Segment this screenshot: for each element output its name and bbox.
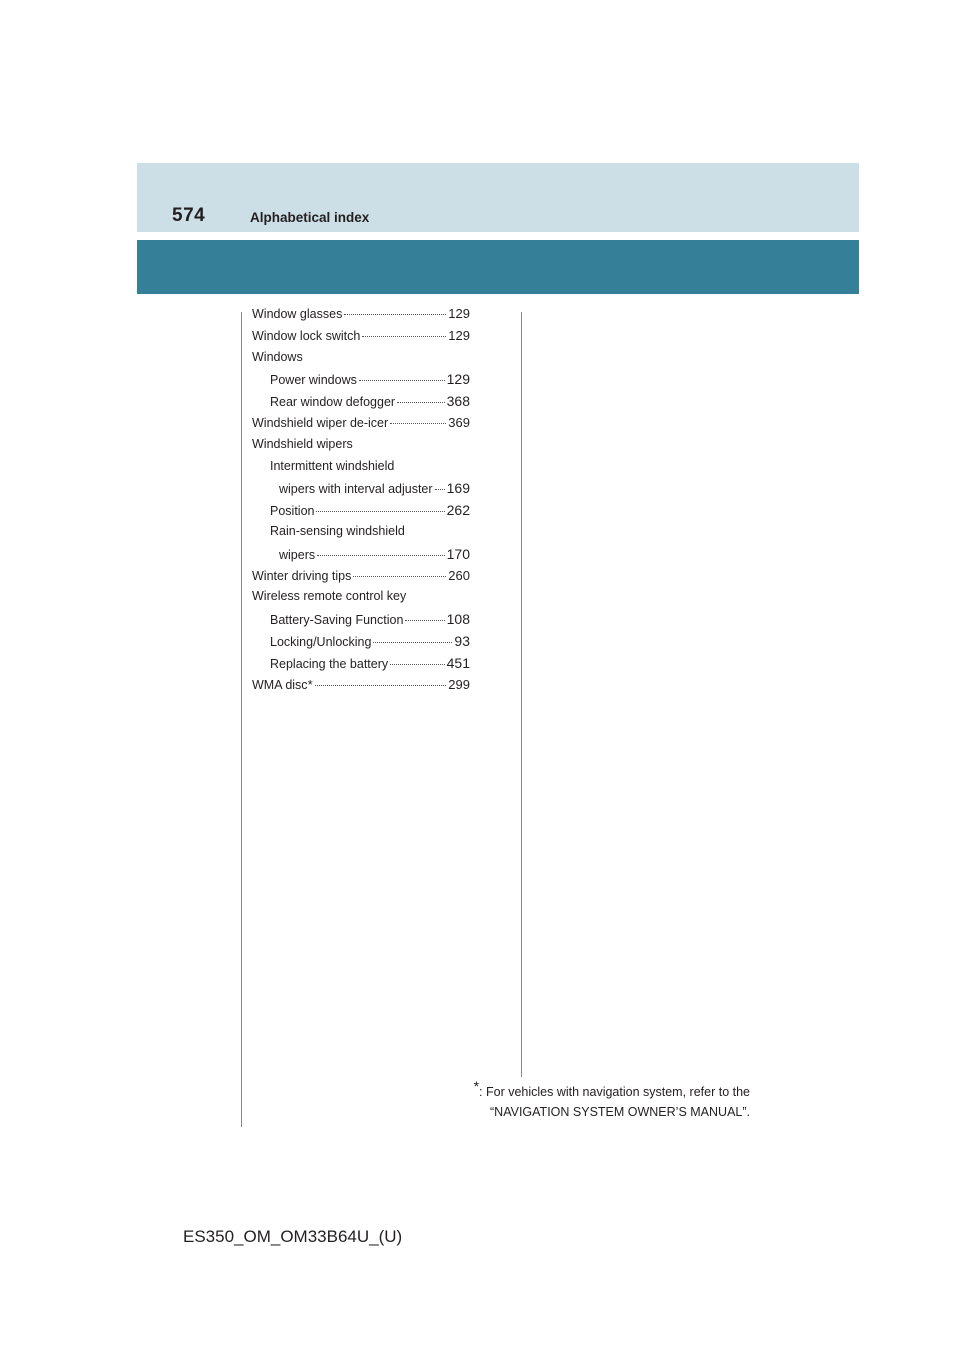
index-entry-page: 262 <box>446 502 470 519</box>
document-code: ES350_OM_OM33B64U_(U) <box>183 1227 403 1246</box>
index-entry-page: 93 <box>454 632 470 649</box>
section-title: Alphabetical index <box>250 210 370 225</box>
footnote-line-2: “NAVIGATION SYSTEM OWNER’S MANUAL”. <box>490 1105 750 1119</box>
index-entry-label: Rain-sensing windshield <box>270 523 405 538</box>
page-number: 574 <box>172 205 206 226</box>
index-entry <box>252 415 470 437</box>
index-entry <box>252 589 470 611</box>
header-band <box>137 163 859 232</box>
dot-leader <box>344 314 446 315</box>
index-entry-page: 299 <box>448 676 470 692</box>
index-entry-page: 369 <box>448 414 470 430</box>
index-entry-label: Replacing the battery <box>270 656 389 671</box>
dot-leader <box>373 642 452 643</box>
section-bar <box>137 240 859 294</box>
dot-leader <box>390 664 445 665</box>
index-list <box>252 306 470 698</box>
index-entry <box>252 393 470 415</box>
index-entry-label: Locking/Unlocking <box>270 634 372 649</box>
dot-leader <box>317 555 445 556</box>
index-entry-page: 170 <box>446 545 470 562</box>
index-entry-label: Position <box>270 504 315 519</box>
index-entry <box>252 633 470 655</box>
footnote-star: * <box>473 1077 480 1094</box>
index-entry-label: wipers with interval adjuster <box>279 482 433 497</box>
dot-leader <box>405 620 444 621</box>
left-column-rule <box>241 312 242 1127</box>
dot-leader <box>315 685 447 686</box>
index-entry <box>252 611 470 633</box>
index-entry <box>252 350 470 372</box>
index-entry <box>252 524 470 546</box>
footnote-line-1: : For vehicles with navigation system, refer to the <box>479 1085 750 1099</box>
index-entry-page: 169 <box>446 480 470 497</box>
index-entry-label: Window lock switch <box>252 328 361 343</box>
index-entry-page: 129 <box>448 327 470 343</box>
index-entry-label: Window glasses <box>252 307 343 321</box>
index-entry-label: Wireless remote control key <box>252 589 407 604</box>
index-entry <box>252 546 470 568</box>
index-entry <box>252 655 470 677</box>
index-entry: WMA disc * 299 <box>252 676 470 692</box>
index-entry-label: Windows <box>252 349 303 364</box>
index-entry-label: Winter driving tips <box>252 568 352 583</box>
index-entry <box>252 328 470 350</box>
index-entry <box>252 306 470 328</box>
dot-leader <box>435 489 445 490</box>
index-entry-label: wipers <box>279 547 316 562</box>
index-entry-page: 368 <box>446 393 470 410</box>
index-entry-label: Rear window defogger <box>270 395 396 410</box>
index-entry-label: Power windows <box>270 373 357 388</box>
index-entry-label: Windshield wiper de-icer <box>252 415 389 430</box>
center-column-rule <box>521 312 522 1077</box>
index-entry-page: 260 <box>448 567 470 583</box>
index-entry-page: 129 <box>446 371 470 388</box>
index-entry-page: 129 <box>448 306 470 321</box>
index-entry-label: Battery-Saving Function <box>270 613 404 628</box>
index-entry-label: WMA disc <box>252 677 308 692</box>
dot-leader <box>397 402 445 403</box>
index-entry <box>252 568 470 590</box>
index-entry <box>252 480 470 502</box>
dot-leader <box>353 576 446 577</box>
dot-leader <box>316 511 444 512</box>
index-entry <box>252 502 470 524</box>
index-entry-page: 451 <box>446 654 470 671</box>
index-entry <box>252 437 470 459</box>
index-entry-label: Intermittent windshield <box>270 458 395 473</box>
index-entry-page: 108 <box>446 611 470 628</box>
dot-leader <box>362 336 446 337</box>
dot-leader <box>390 423 446 424</box>
footnote <box>473 1077 750 1122</box>
dot-leader <box>359 380 445 381</box>
index-entry <box>252 459 470 481</box>
index-entry <box>252 371 470 393</box>
index-entry-label: Windshield wipers <box>252 436 353 451</box>
